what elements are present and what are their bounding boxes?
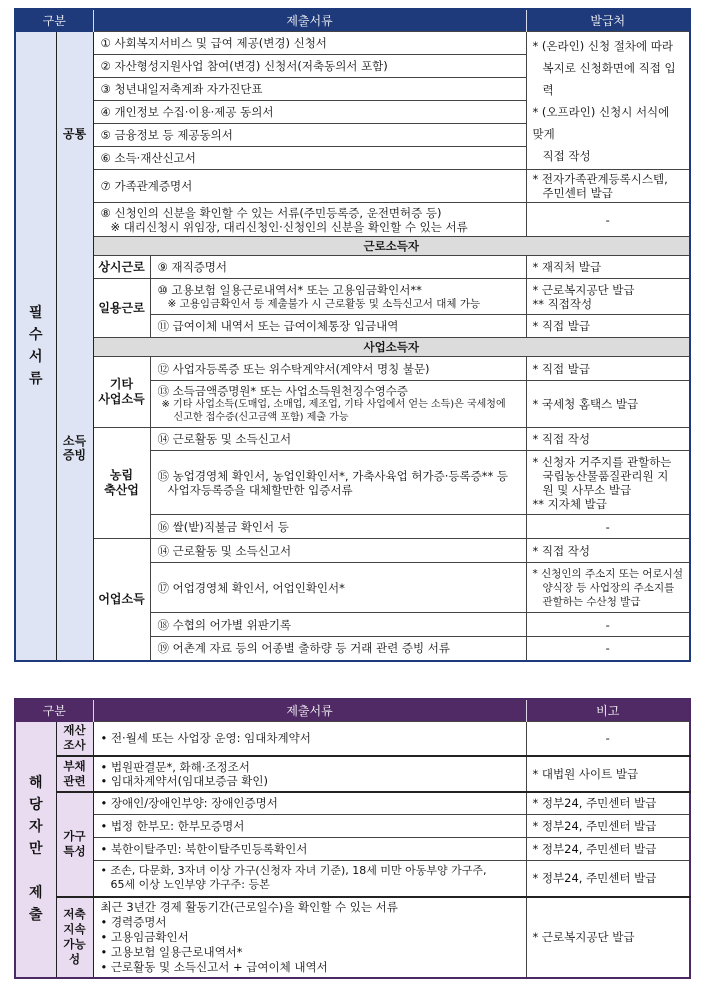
header-issuer: 발급처 <box>526 9 690 32</box>
issuer-cell: * 근로복지공단 발급 ** 직접작성 <box>526 279 690 315</box>
table-row <box>15 838 690 861</box>
issuer-cell: * 직접 발급 <box>526 315 690 338</box>
document-item: ⑲ 어촌계 자료 등의 어종별 출하량 등 거래 관련 증빙 서류 <box>150 637 526 661</box>
document-item: ⑮ 농업경영체 확인서, 농업인확인서*, 가축사육업 허가증·등록증** 등 사업자등록증을 대체할만한 입증서류 <box>150 451 526 515</box>
document-item: ⑦ 가족관계증명서 <box>93 170 526 203</box>
table-row <box>15 897 690 978</box>
issuer-cell: * 직접 작성 <box>526 428 690 451</box>
table-row <box>15 756 690 792</box>
issuer-cell: * 국세청 홈택스 발급 <box>526 381 690 428</box>
section-row <box>15 237 690 256</box>
table-row <box>15 32 690 55</box>
document-item: ⑤ 금융정보 등 제공동의서 <box>93 124 526 147</box>
remark-cell: * 정부24, 주민센터 발급 <box>526 838 690 861</box>
group-fishery: 어업소득 <box>93 539 150 661</box>
header-documents: 제출서류 <box>93 9 526 32</box>
issuer-cell: - <box>526 515 690 539</box>
table-row <box>15 279 690 315</box>
table-header <box>15 699 690 722</box>
required-documents-table <box>14 8 691 662</box>
conditional-documents-table <box>14 698 691 979</box>
document-item: • 법원판결문*, 화해·조정조서 • 임대차계약서(임대보증금 확인) <box>93 756 526 792</box>
issuer-cell: * 신청인의 주소지 또는 어로시설 양식장 등 사업장의 주소지를 관할하는 수산청 발급 <box>526 563 690 613</box>
remark-cell: * 정부24, 주민센터 발급 <box>526 792 690 815</box>
table-row <box>15 861 690 897</box>
issuer-cell: * 직접 작성 <box>526 539 690 563</box>
issuer-cell: * 재직처 발급 <box>526 256 690 279</box>
table-row <box>15 539 690 563</box>
table-row <box>15 792 690 815</box>
document-item: ⑬ 소득금액증명원* 또는 사업소득원천징수영수증 ※ 기타 사업소득(도매업, 소매업, 제조업, 기타 사업에서 얻는 소득)은 국세청에 신고한 접수증(신고금액 포함) 제출 가능 <box>150 381 526 428</box>
document-item: • 법정 한부모: 한부모증명서 <box>93 815 526 838</box>
issuer-cell: * 전자가족관계등록시스템, 주민센터 발급 <box>526 170 690 203</box>
remark-cell: * 근로복지공단 발급 <box>526 897 690 978</box>
table-row <box>15 203 690 237</box>
subcategory-property: 재산 조사 <box>56 722 93 756</box>
table-header <box>15 9 690 32</box>
remark-cell: * 정부24, 주민센터 발급 <box>526 861 690 897</box>
subcategory-common: 공통 <box>56 32 93 237</box>
document-item: ⑫ 사업자등록증 또는 위수탁계약서(계약서 명칭 불문) <box>150 357 526 381</box>
header-remarks: 비고 <box>526 699 690 722</box>
document-item: ② 자산형성지원사업 참여(변경) 신청서(저축동의서 포함) <box>93 55 526 78</box>
document-item: ⑨ 재직증명서 <box>150 256 526 279</box>
document-item: ⑰ 어업경영체 확인서, 어업인확인서* <box>150 563 526 613</box>
document-item: ① 사회복지서비스 및 급여 제공(변경) 신청서 <box>93 32 526 55</box>
document-item: ⑭ 근로활동 및 소득신고서 <box>150 428 526 451</box>
section-row <box>15 338 690 357</box>
main-category-required: 필 수 서 류 <box>15 32 56 661</box>
issuer-cell: * 직접 발급 <box>526 357 690 381</box>
table-row <box>15 170 690 203</box>
group-daily: 일용근로 <box>93 279 150 338</box>
section-wage-earners: 근로소득자 <box>93 237 690 256</box>
main-category-applicable: 해 당 자 만 제 출 <box>15 722 56 978</box>
issuer-shared: * (온라인) 신청 절차에 따라 복지로 신청화면에 직접 입력 * (오프라인) 신청시 서식에 맞게 직접 작성 <box>526 32 690 170</box>
document-item: ③ 청년내일저축계좌 자가진단표 <box>93 78 526 101</box>
issuer-cell: - <box>526 637 690 661</box>
issuer-cell: * 신청자 거주지를 관할하는 국립농산물품질관리원 지 원 및 사무소 발급 ** 지자체 발급 <box>526 451 690 515</box>
remark-cell: - <box>526 722 690 756</box>
document-item: ⑪ 급여이체 내역서 또는 급여이체통장 입금내역 <box>150 315 526 338</box>
table-row <box>15 357 690 381</box>
subcategory-household: 가구 특성 <box>56 792 93 897</box>
document-item: ④ 개인정보 수집·이용·제공 동의서 <box>93 101 526 124</box>
document-item: ⑧ 신청인의 신분을 확인할 수 있는 서류(주민등록증, 운전면허증 등) ※ 대리신청시 위임장, 대리신청인·신청인의 신분을 확인할 수 있는 서류 <box>93 203 526 237</box>
header-category: 구분 <box>15 9 93 32</box>
document-item: • 북한이탈주민: 북한이탈주민등록확인서 <box>93 838 526 861</box>
group-regular: 상시근로 <box>93 256 150 279</box>
remark-cell: * 정부24, 주민센터 발급 <box>526 815 690 838</box>
document-item: • 조손, 다문화, 3자녀 이상 가구(신청자 자녀 기준), 18세 미만 아동부양 가구주, 65세 이상 노인부양 가구주: 등본 <box>93 861 526 897</box>
header-category: 구분 <box>15 699 93 722</box>
group-other-business: 기타 사업소득 <box>93 357 150 428</box>
subcategory-savings-sustainability: 저축 지속 가능 성 <box>56 897 93 978</box>
header-documents: 제출서류 <box>93 699 526 722</box>
document-item: ⑭ 근로활동 및 소득신고서 <box>150 539 526 563</box>
subcategory-income: 소득 증빙 <box>56 237 93 661</box>
issuer-cell: - <box>526 203 690 237</box>
table-row <box>15 815 690 838</box>
document-item: ⑱ 수협의 어가별 위판기록 <box>150 613 526 637</box>
document-item: ⑩ 고용보험 일용근로내역서* 또는 고용임금확인서** ※ 고용임금확인서 등 제출불가 시 근로활동 및 소득신고서 대체 가능 <box>150 279 526 315</box>
section-business: 사업소득자 <box>93 338 690 357</box>
subcategory-debt: 부채 관련 <box>56 756 93 792</box>
document-item: • 전·월세 또는 사업장 운영: 임대차계약서 <box>93 722 526 756</box>
group-agriculture: 농림 축산업 <box>93 428 150 539</box>
document-item: 최근 3년간 경제 활동기간(근로일수)을 확인할 수 있는 서류 • 경력증명서 • 고용임금확인서 • 고용보험 일용근로내역서* • 근로활동 및 소득신고서 + 급여이체 내역서 <box>93 897 526 978</box>
remark-cell: * 대법원 사이트 발급 <box>526 756 690 792</box>
table-row <box>15 722 690 756</box>
document-item: ⑥ 소득·재산신고서 <box>93 147 526 170</box>
document-item: • 장애인/장애인부양: 장애인증명서 <box>93 792 526 815</box>
document-item: ⑯ 쌀(밭)직불금 확인서 등 <box>150 515 526 539</box>
issuer-cell: - <box>526 613 690 637</box>
table-row <box>15 428 690 451</box>
table-row <box>15 256 690 279</box>
